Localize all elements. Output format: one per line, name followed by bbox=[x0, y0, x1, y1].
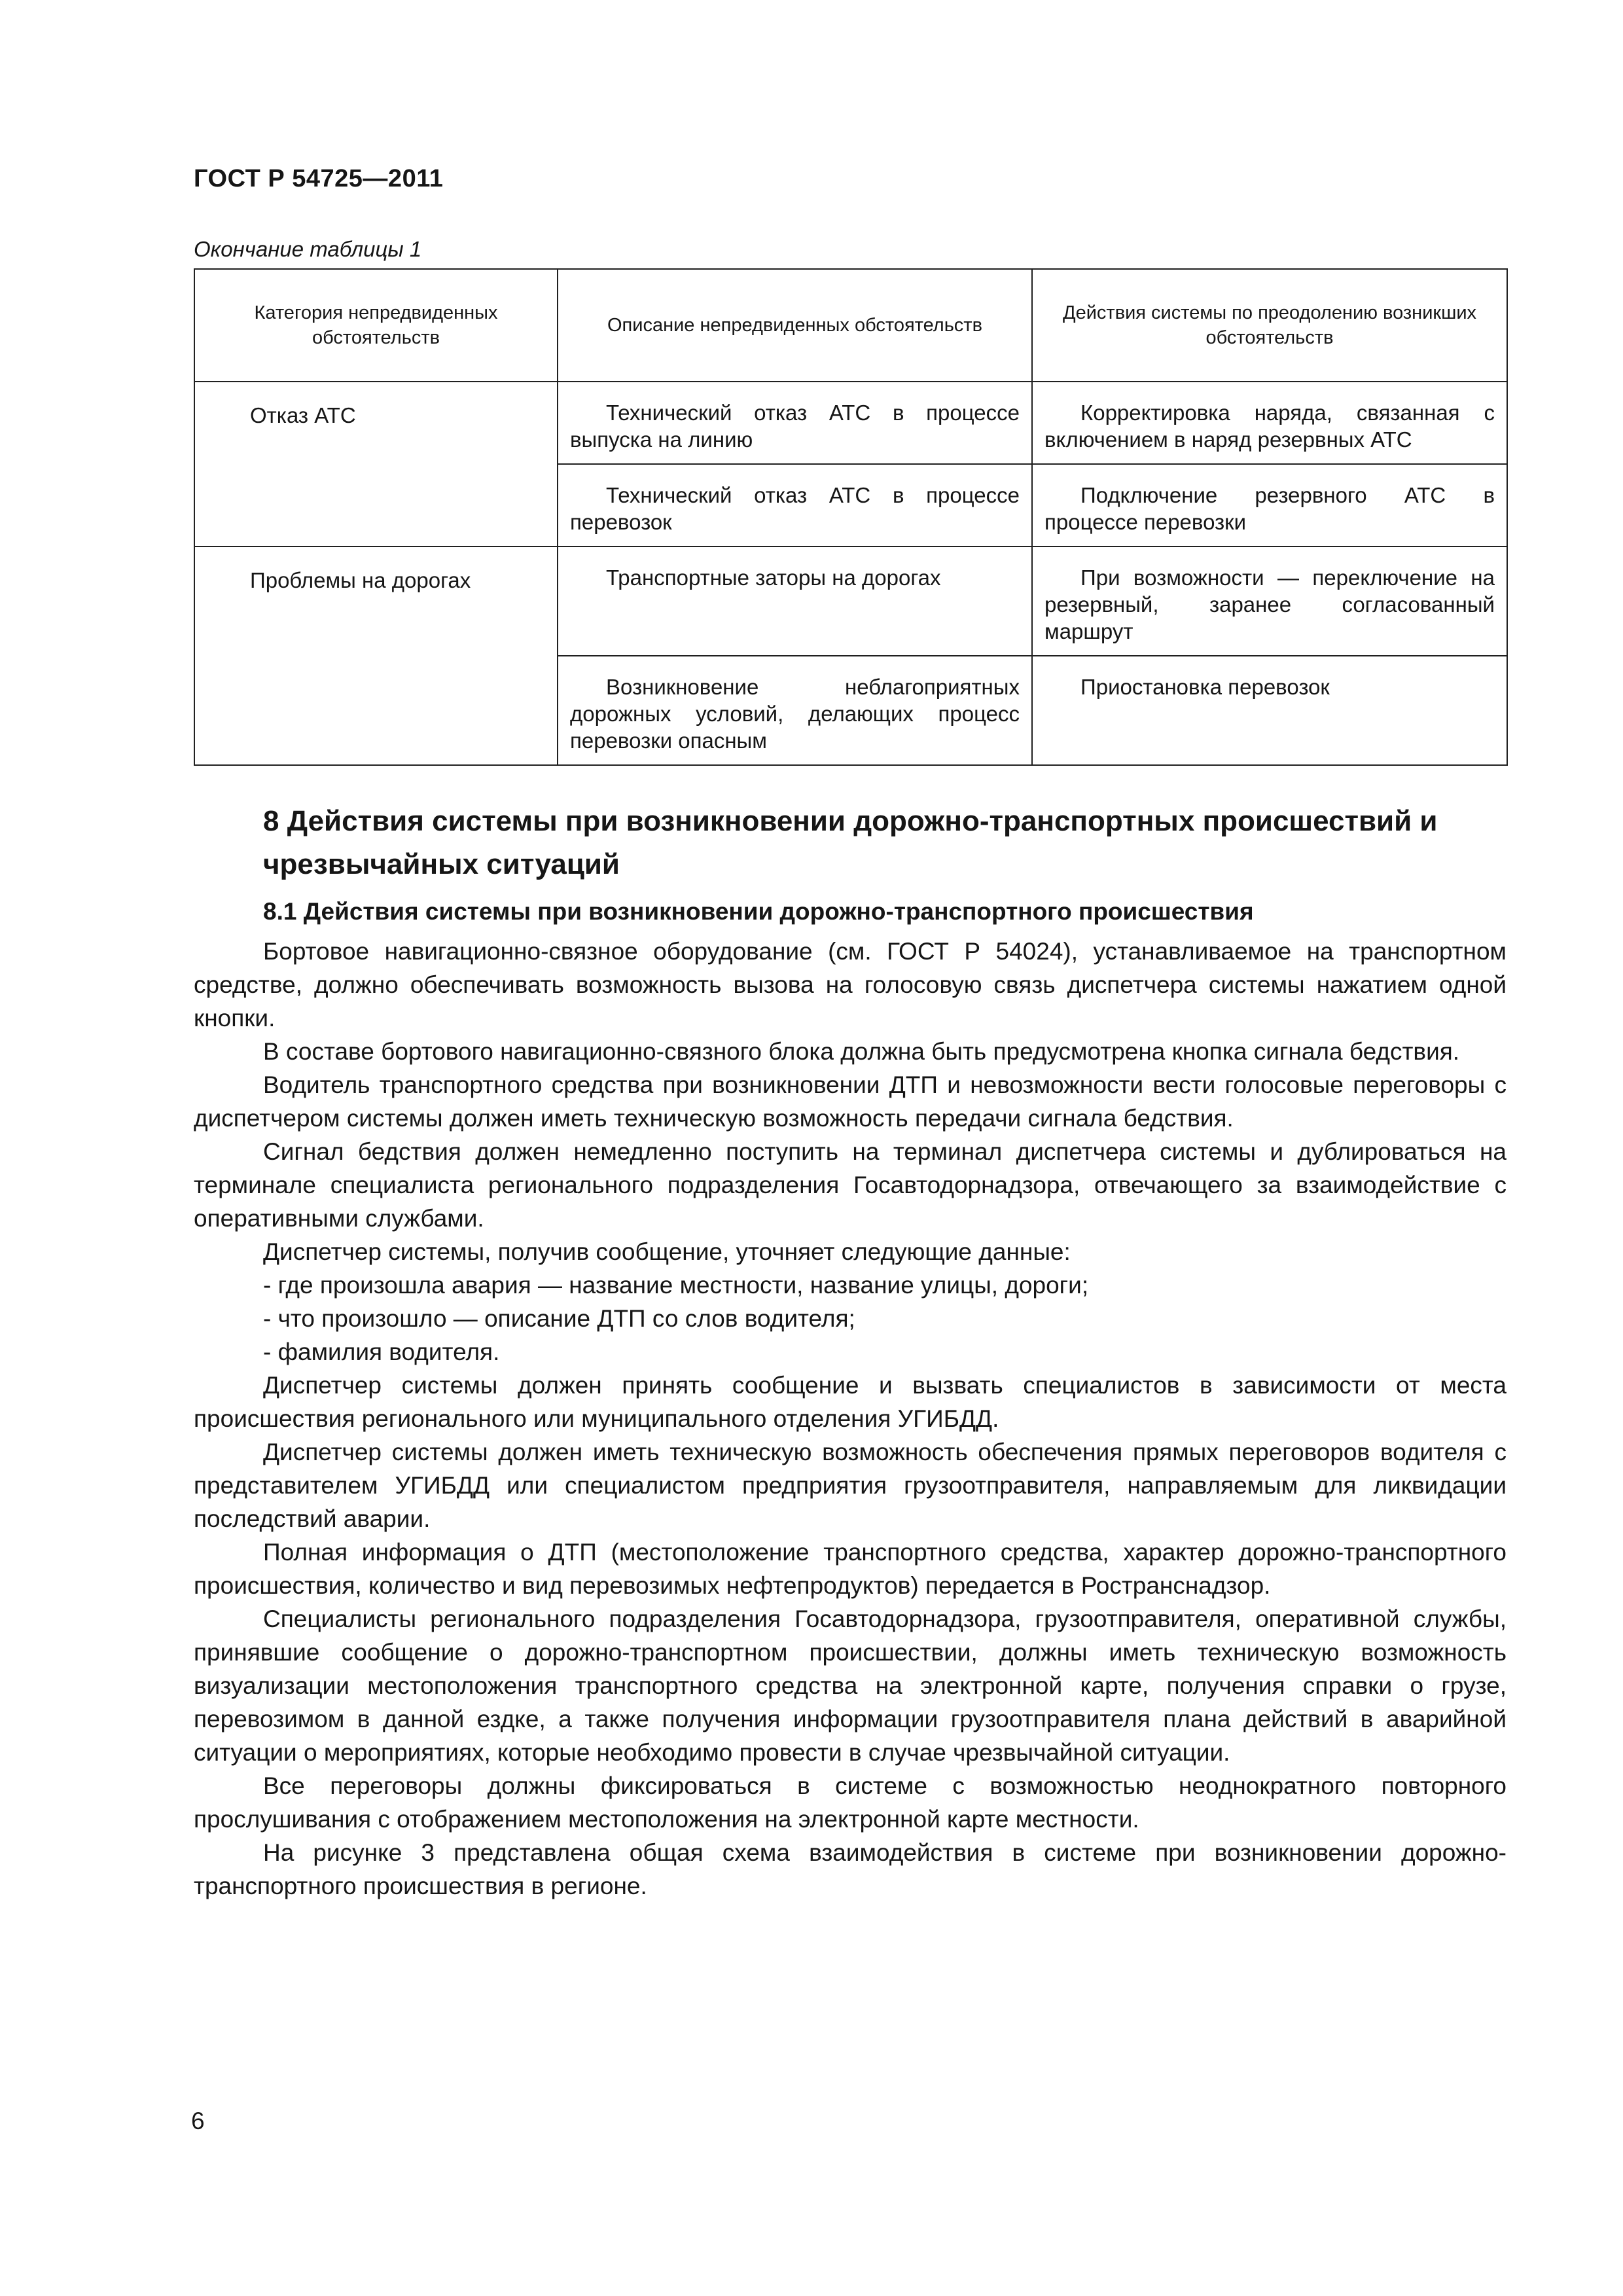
table-row bbox=[194, 547, 1507, 656]
column-header-category: Категория непредвиденных обстоятельств bbox=[194, 269, 558, 382]
document-code: ГОСТ Р 54725—2011 bbox=[194, 165, 444, 192]
paragraph: Бортовое навигационно-связное оборудование (см. ГОСТ Р 54024), устанавливаемое на транспортном средстве, должно обеспечивать возможность вызова на голосовую связь диспетчера системы нажатием одной кнопки. bbox=[194, 938, 1507, 1031]
contingency-table bbox=[194, 268, 1508, 766]
action-cell: Подключение резервного АТС в процессе перевозки bbox=[1032, 464, 1507, 547]
description-cell: Технический отказ АТС в процессе выпуска на линию bbox=[558, 382, 1032, 464]
paragraph: Сигнал бедствия должен немедленно поступить на терминал диспетчера системы и дублироваться на терминале специалиста регионального подразделения Госавтодорнадзора, отвечающего за взаимодействие с оперативными службами. bbox=[194, 1138, 1507, 1232]
paragraph: Специалисты регионального подразделения Госавтодорнадзора, грузоотправителя, оперативной службы, принявшие сообщение о дорожно-транспортном происшествии, должны иметь техническую возможность визуализации местоположения транспортного средства на электронной карте, получения справки о грузе, перевозимом в данной ездке, а также получения информации грузоотправителя плана действий в аварийной ситуации о мероприятиях, которые необходимо провести в случае чрезвычайной ситуации. bbox=[194, 1605, 1507, 1766]
table-header-row bbox=[194, 269, 1507, 382]
list-item: - где произошла авария — название местности, название улицы, дороги; bbox=[263, 1272, 1089, 1299]
paragraph: В составе бортового навигационно-связного блока должна быть предусмотрена кнопка сигнала бедствия. bbox=[263, 1038, 1460, 1065]
section-body bbox=[194, 935, 1507, 1903]
page-number: 6 bbox=[191, 2108, 205, 2134]
list-item: - что произошло — описание ДТП со слов водителя; bbox=[263, 1305, 855, 1332]
paragraph: Диспетчер системы должен принять сообщение и вызвать специалистов в зависимости от места происшествия регионального или муниципального отделения УГИБДД. bbox=[194, 1372, 1507, 1432]
table-caption: Окончание таблицы 1 bbox=[194, 237, 422, 261]
action-cell: При возможности — переключение на резервный, заранее согласованный маршрут bbox=[1032, 547, 1507, 656]
action-cell: Приостановка перевозок bbox=[1032, 656, 1507, 765]
paragraph: Полная информация о ДТП (местоположение транспортного средства, характер дорожно-транспортного происшествия, количество и вид перевозимых нефтепродуктов) передается в Ространснадзор. bbox=[194, 1539, 1507, 1599]
list-item: - фамилия водителя. bbox=[263, 1338, 500, 1365]
category-cell: Проблемы на дорогах bbox=[194, 547, 558, 765]
paragraph: Диспетчер системы должен иметь техническую возможность обеспечения прямых переговоров водителя с представителем УГИБДД или специалистом предприятия грузоотправителя, направляемым для ликвидации последствий аварии. bbox=[194, 1439, 1507, 1532]
column-header-description: Описание непредвиденных обстоятельств bbox=[558, 269, 1032, 382]
paragraph: Водитель транспортного средства при возникновении ДТП и невозможности вести голосовые переговоры с диспетчером системы должен иметь техническую возможность передачи сигнала бедствия. bbox=[194, 1071, 1507, 1132]
description-cell: Транспортные заторы на дорогах bbox=[558, 547, 1032, 656]
column-header-action: Действия системы по преодолению возникших обстоятельств bbox=[1032, 269, 1507, 382]
section-heading: 8 Действия системы при возникновении дорожно-транспортных происшествий и чрезвычайных ситуаций bbox=[263, 805, 1438, 880]
action-cell: Корректировка наряда, связанная с включением в наряд резервных АТС bbox=[1032, 382, 1507, 464]
paragraph: Все переговоры должны фиксироваться в системе с возможностью неоднократного повторного прослушивания с отображением местоположения на электронной карте местности. bbox=[194, 1772, 1507, 1833]
category-cell: Отказ АТС bbox=[194, 382, 558, 547]
description-cell: Технический отказ АТС в процессе перевозок bbox=[558, 464, 1032, 547]
subsection-heading: 8.1 Действия системы при возникновении дорожно-транспортного происшествия bbox=[263, 898, 1254, 925]
table-row bbox=[194, 382, 1507, 464]
paragraph: Диспетчер системы, получив сообщение, уточняет следующие данные: bbox=[263, 1238, 1071, 1265]
description-cell: Возникновение неблагоприятных дорожных условий, делающих процесс перевозки опасным bbox=[558, 656, 1032, 765]
paragraph: На рисунке 3 представлена общая схема взаимодействия в системе при возникновении дорожно-транспортного происшествия в регионе. bbox=[194, 1839, 1507, 1899]
